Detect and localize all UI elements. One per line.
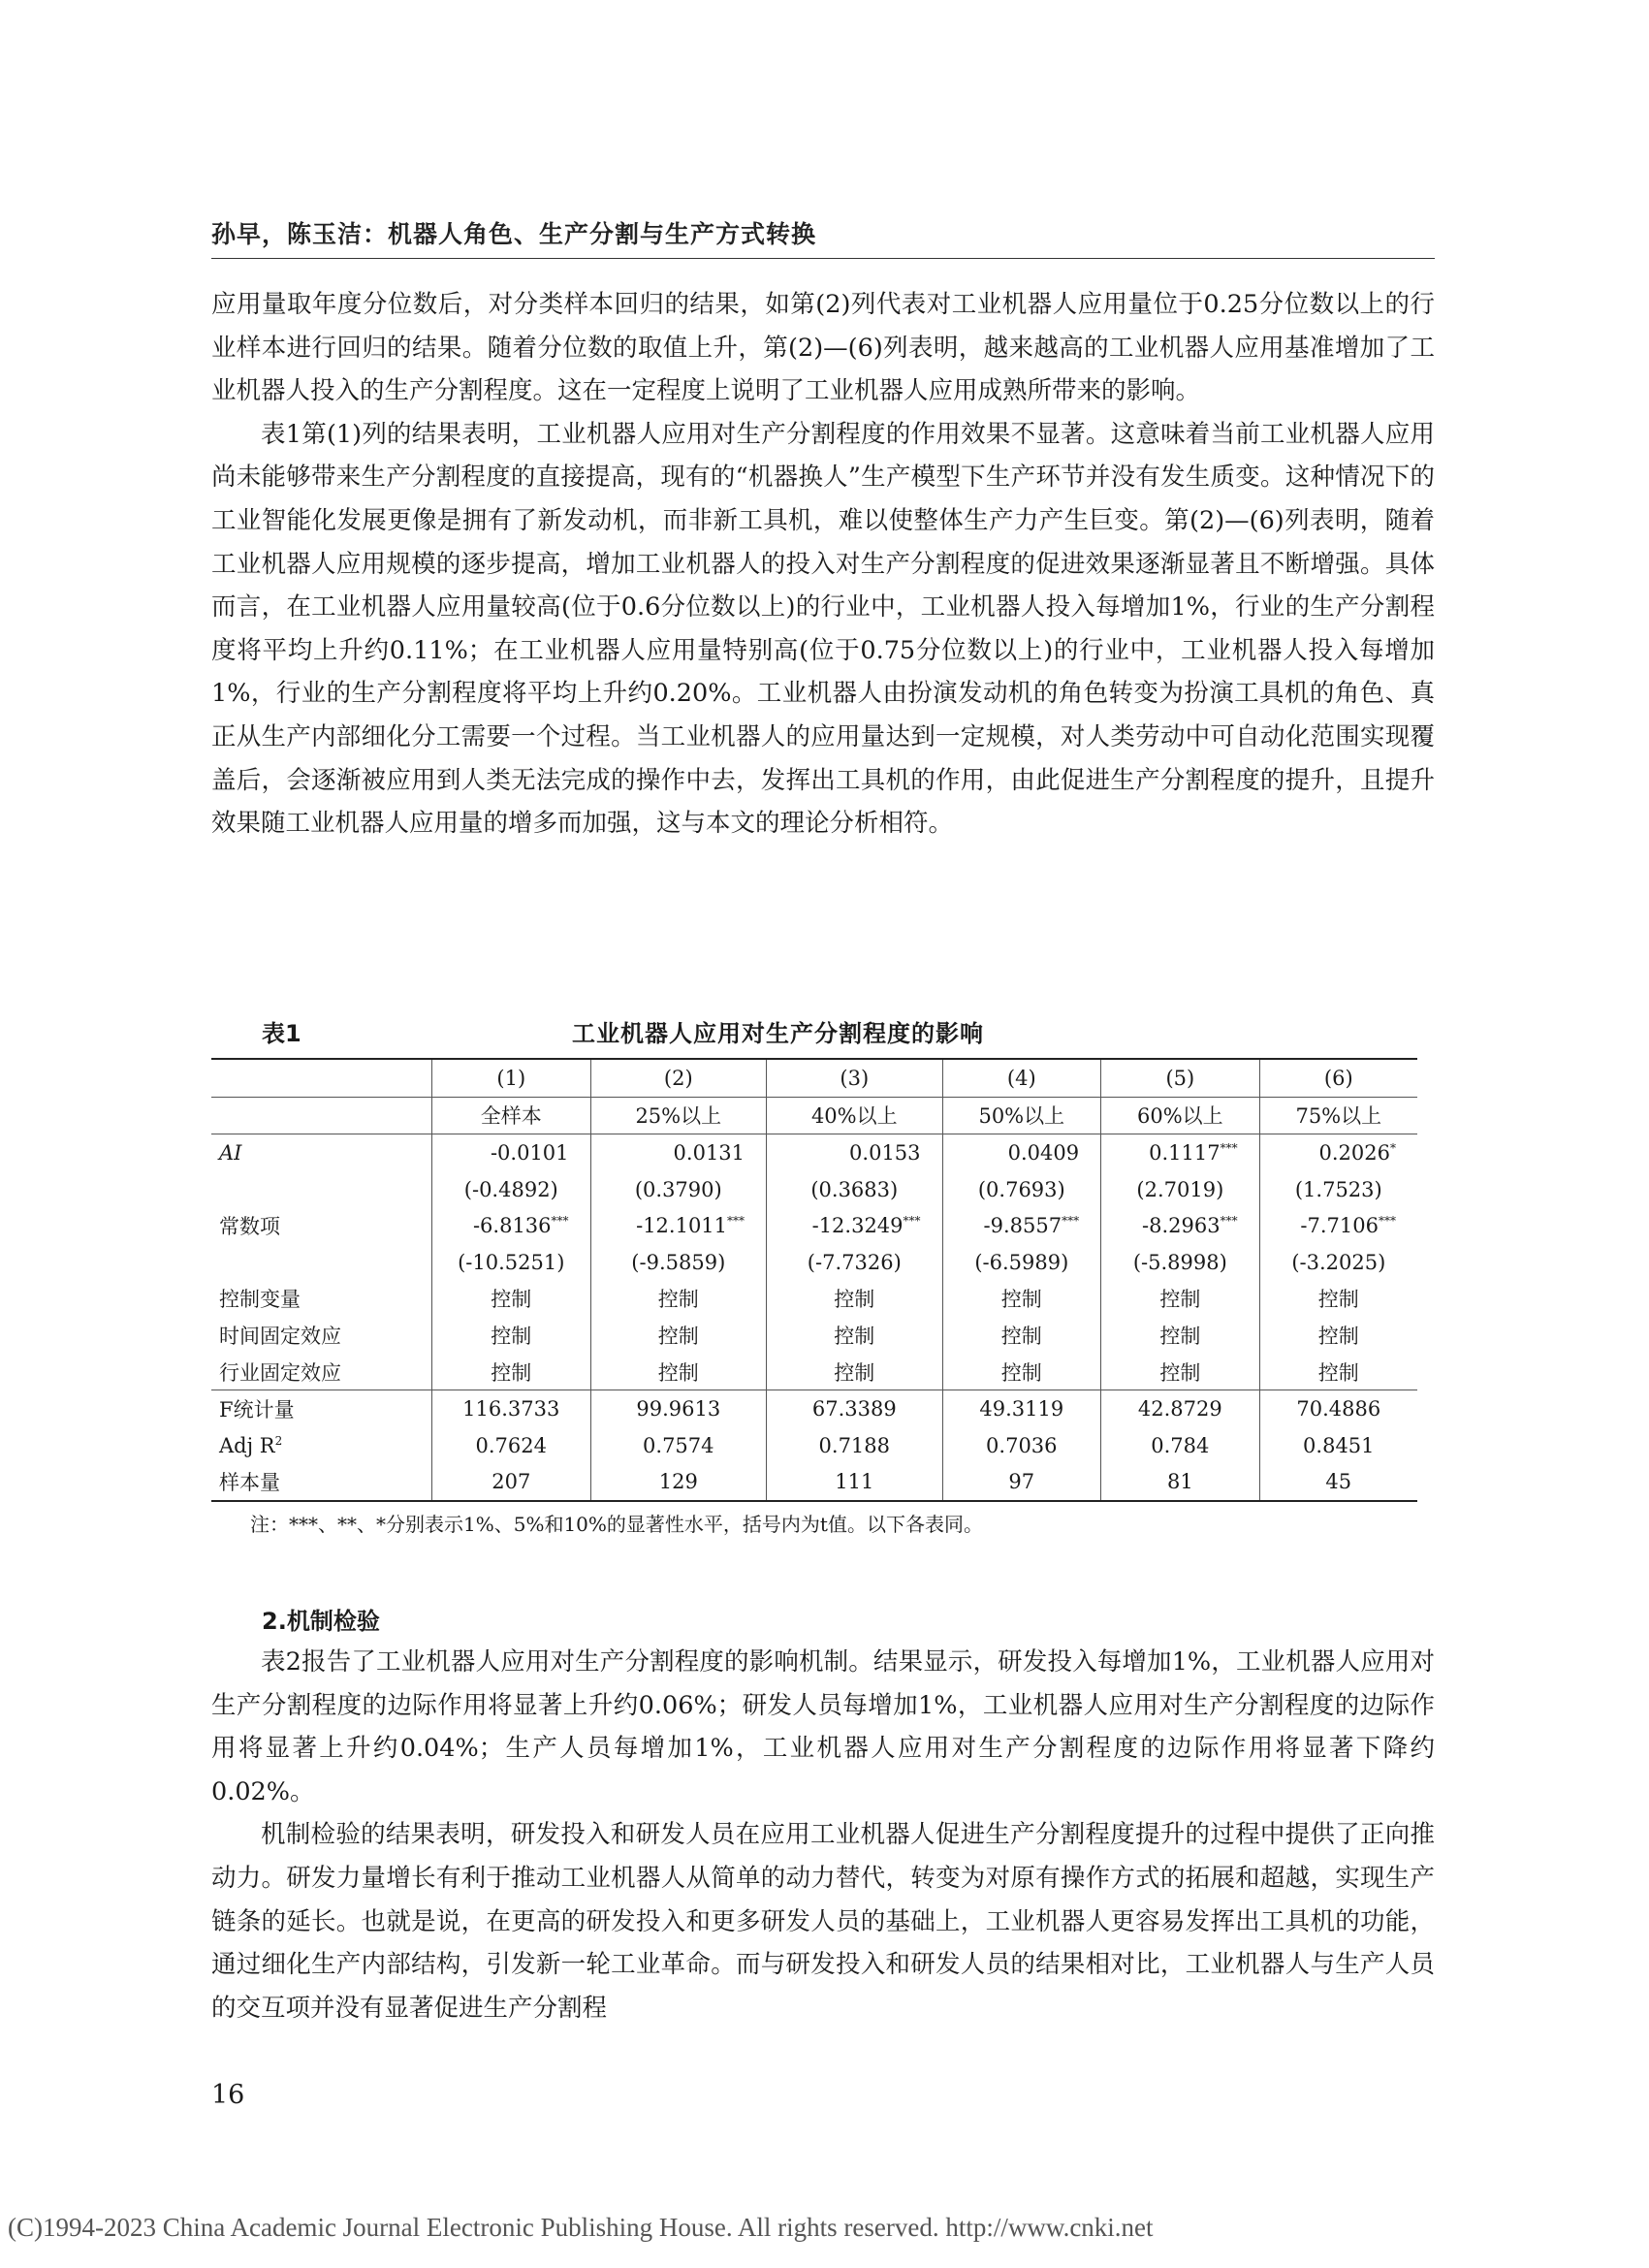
sample-header: 75%以上 [1259, 1097, 1417, 1134]
column-header: (3) [767, 1059, 943, 1097]
table-cell: 67.3389 [767, 1390, 943, 1427]
table-cell: -9.8557*** [942, 1207, 1101, 1244]
running-header: 孙早，陈玉洁：机器人角色、生产分割与生产方式转换 [211, 220, 817, 248]
table-cell: (-0.4892) [432, 1171, 591, 1208]
table-cell: 116.3733 [432, 1390, 591, 1427]
table-cell: 111 [767, 1464, 943, 1502]
table-cell: 控制 [1101, 1281, 1260, 1318]
table-cell: (0.3683) [767, 1171, 943, 1208]
results-table [211, 1058, 1417, 1502]
table-cell: -6.8136*** [432, 1207, 591, 1244]
table-row-n [211, 1464, 1417, 1502]
table-cell: (2.7019) [1101, 1171, 1260, 1208]
table-cell: 97 [942, 1464, 1101, 1502]
table-header-row [211, 1059, 1417, 1097]
table-cell: 控制 [590, 1317, 767, 1354]
intro-text [211, 283, 1435, 846]
table-cell: 0.8451 [1259, 1427, 1417, 1464]
table-cell: 控制 [1101, 1317, 1260, 1354]
table-cell: 控制 [767, 1317, 943, 1354]
table-cell: 控制 [1259, 1354, 1417, 1390]
column-header: (1) [432, 1059, 591, 1097]
table-cell: 控制 [590, 1354, 767, 1390]
table-sample-row [211, 1097, 1417, 1134]
table-cell: -7.7106*** [1259, 1207, 1417, 1244]
table-cell: 0.7624 [432, 1427, 591, 1464]
row-label-n: 样本量 [219, 1471, 280, 1495]
table-cell: (-10.5251) [432, 1244, 591, 1281]
table-cell: 控制 [432, 1317, 591, 1354]
table-cell: 控制 [1101, 1354, 1260, 1390]
sample-header: 50%以上 [942, 1097, 1101, 1134]
mechanism-paragraph-1: 表2报告了工业机器人应用对生产分割程度的影响机制。结果显示，研发投入每增加1%，工业机器人应用对生产分割程度的边际作用将显著上升约0.06%；研发人员每增加1%，工业机器人应用对生产分割程度的边际作用将显著上升约0.04%；生产人员每增加1%，工业机器人应用对生产分割程度的边际作用将显著下降约0.02%。 [211, 1647, 1435, 1806]
table-row-const [211, 1207, 1417, 1244]
table-cell: 0.7574 [590, 1427, 767, 1464]
intro-paragraph-1: 应用量取年度分位数后，对分类样本回归的结果，如第(2)列代表对工业机器人应用量位于0.25分位数以上的行业样本进行回归的结果。随着分位数的取值上升，第(2)—(6)列表明，越来越高的工业机器人应用基准增加了工业机器人投入的生产分割程度。这在一定程度上说明了工业机器人应用成熟所带来的影响。 [211, 290, 1435, 406]
table-note: 注：***、**、*分别表示1%、5%和10%的显著性水平，括号内为t值。以下各表同。 [250, 1513, 983, 1536]
table-cell: 控制 [942, 1354, 1101, 1390]
table-row-adjr [211, 1427, 1417, 1464]
row-label-f: F统计量 [211, 1390, 432, 1427]
table-cell: 控制 [1259, 1317, 1417, 1354]
table-cell: (-3.2025) [1259, 1244, 1417, 1281]
table-cell: 控制 [767, 1281, 943, 1318]
table-cell: 99.9613 [590, 1390, 767, 1427]
table-cell: 0.7188 [767, 1427, 943, 1464]
intro-paragraph-2: 表1第(1)列的结果表明，工业机器人应用对生产分割程度的作用效果不显著。这意味着当前工业机器人应用尚未能够带来生产分割程度的直接提高，现有的“机器换人”生产模型下生产环节并没有发生质变。这种情况下的工业智能化发展更像是拥有了新发动机，而非新工具机，难以使整体生产力产生巨变。第(2)—(6)列表明，随着工业机器人应用规模的逐步提高，增加工业机器人的投入对生产分割程度的促进效果逐渐显著且不断增强。具体而言，在工业机器人应用量较高(位于0.6分位数以上)的行业中，工业机器人投入每增加1%，行业的生产分割程度将平均上升约0.11%；在工业机器人应用量特别高(位于0.75分位数以上)的行业中，工业机器人投入每增加1%，行业的生产分割程度将平均上升约0.20%。工业机器人由扮演发动机的角色转变为扮演工具机的角色、真正从生产内部细化分工需要一个过程。当工业机器人的应用量达到一定规模，对人类劳动中可自动化范围实现覆盖后，会逐渐被应用到人类无法完成的操作中去，发挥出工具机的作用，由此促进生产分割程度的提升，且提升效果随工业机器人应用量的增多而加强，这与本文的理论分析相符。 [211, 419, 1435, 839]
row-label-industry-fe: 行业固定效应 [219, 1360, 341, 1385]
table-cell: 控制 [942, 1281, 1101, 1318]
table-cell: 0.0409 [942, 1134, 1101, 1171]
table-cell: 0.0153 [767, 1134, 943, 1171]
table-cell: -12.1011*** [590, 1207, 767, 1244]
table-cell: 0.0131 [590, 1134, 767, 1171]
row-label-ai: AI [219, 1140, 242, 1165]
table-cell: (-9.5859) [590, 1244, 767, 1281]
table-cell: 控制 [590, 1281, 767, 1318]
mechanism-text [211, 1641, 1435, 2029]
table-cell: 控制 [1259, 1281, 1417, 1318]
column-header: (6) [1259, 1059, 1417, 1097]
table-row-const-t [211, 1244, 1417, 1281]
sample-header: 60%以上 [1101, 1097, 1260, 1134]
column-header: (5) [1101, 1059, 1260, 1097]
table-cell: -12.3249*** [767, 1207, 943, 1244]
table-cell: 42.8729 [1101, 1390, 1260, 1427]
table-cell: (-7.7326) [767, 1244, 943, 1281]
table-cell: 控制 [432, 1281, 591, 1318]
table-cell: 207 [432, 1464, 591, 1502]
copyright-footer: (C)1994-2023 China Academic Journal Electronic Publishing House. All rights reserved. http://www.cnki.net [8, 2213, 1154, 2242]
table-row-ai-t [211, 1171, 1417, 1208]
table-row-controls [211, 1281, 1417, 1318]
section-heading: 2.机制检验 [262, 1608, 380, 1635]
header-rule [211, 258, 1435, 259]
table-cell: 129 [590, 1464, 767, 1502]
sample-header: 全样本 [432, 1097, 591, 1134]
table-row-f [211, 1390, 1417, 1427]
table-cell: (0.7693) [942, 1171, 1101, 1208]
table-cell: 控制 [767, 1354, 943, 1390]
table-cell: -8.2963*** [1101, 1207, 1260, 1244]
table-row-time-fe [211, 1317, 1417, 1354]
row-label-controls: 控制变量 [219, 1288, 301, 1312]
mechanism-paragraph-2: 机制检验的结果表明，研发投入和研发人员在应用工业机器人促进生产分割程度提升的过程中提供了正向推动力。研发力量增长有利于推动工业机器人从简单的动力替代，转变为对原有操作方式的拓展和超越，实现生产链条的延长。也就是说，在更高的研发投入和更多研发人员的基础上，工业机器人更容易发挥出工具机的功能，通过细化生产内部结构，引发新一轮工业革命。而与研发投入和研发人员的结果相对比，工业机器人与生产人员的交互项并没有显著促进生产分割程 [211, 1820, 1435, 2023]
row-label-time-fe: 时间固定效应 [219, 1324, 341, 1348]
table-cell: 49.3119 [942, 1390, 1101, 1427]
table-label: 表1 [262, 1020, 301, 1047]
column-header: (2) [590, 1059, 767, 1097]
table-cell: 控制 [432, 1354, 591, 1390]
table-cell: (-5.8998) [1101, 1244, 1260, 1281]
table-cell: 0.2026* [1259, 1134, 1417, 1171]
sample-header: 25%以上 [590, 1097, 767, 1134]
sample-header: 40%以上 [767, 1097, 943, 1134]
table-title: 工业机器人应用对生产分割程度的影响 [572, 1020, 984, 1047]
table-cell: 0.784 [1101, 1427, 1260, 1464]
table-cell: 81 [1101, 1464, 1260, 1502]
column-header: (4) [942, 1059, 1101, 1097]
row-label-adjr: Adj $R^2$ [219, 1433, 283, 1457]
row-label-const: 常数项 [219, 1215, 280, 1239]
table-row-industry-fe [211, 1354, 1417, 1390]
table-cell: (-6.5989) [942, 1244, 1101, 1281]
table-cell: 0.1117*** [1101, 1134, 1260, 1171]
page-number: 16 [211, 2080, 245, 2110]
table-row-ai [211, 1134, 1417, 1171]
table-cell: 70.4886 [1259, 1390, 1417, 1427]
table-cell: 45 [1259, 1464, 1417, 1502]
table-cell: (1.7523) [1259, 1171, 1417, 1208]
table-cell: (0.3790) [590, 1171, 767, 1208]
table-cell: 控制 [942, 1317, 1101, 1354]
table-cell: 0.7036 [942, 1427, 1101, 1464]
table-cell: -0.0101 [432, 1134, 591, 1171]
